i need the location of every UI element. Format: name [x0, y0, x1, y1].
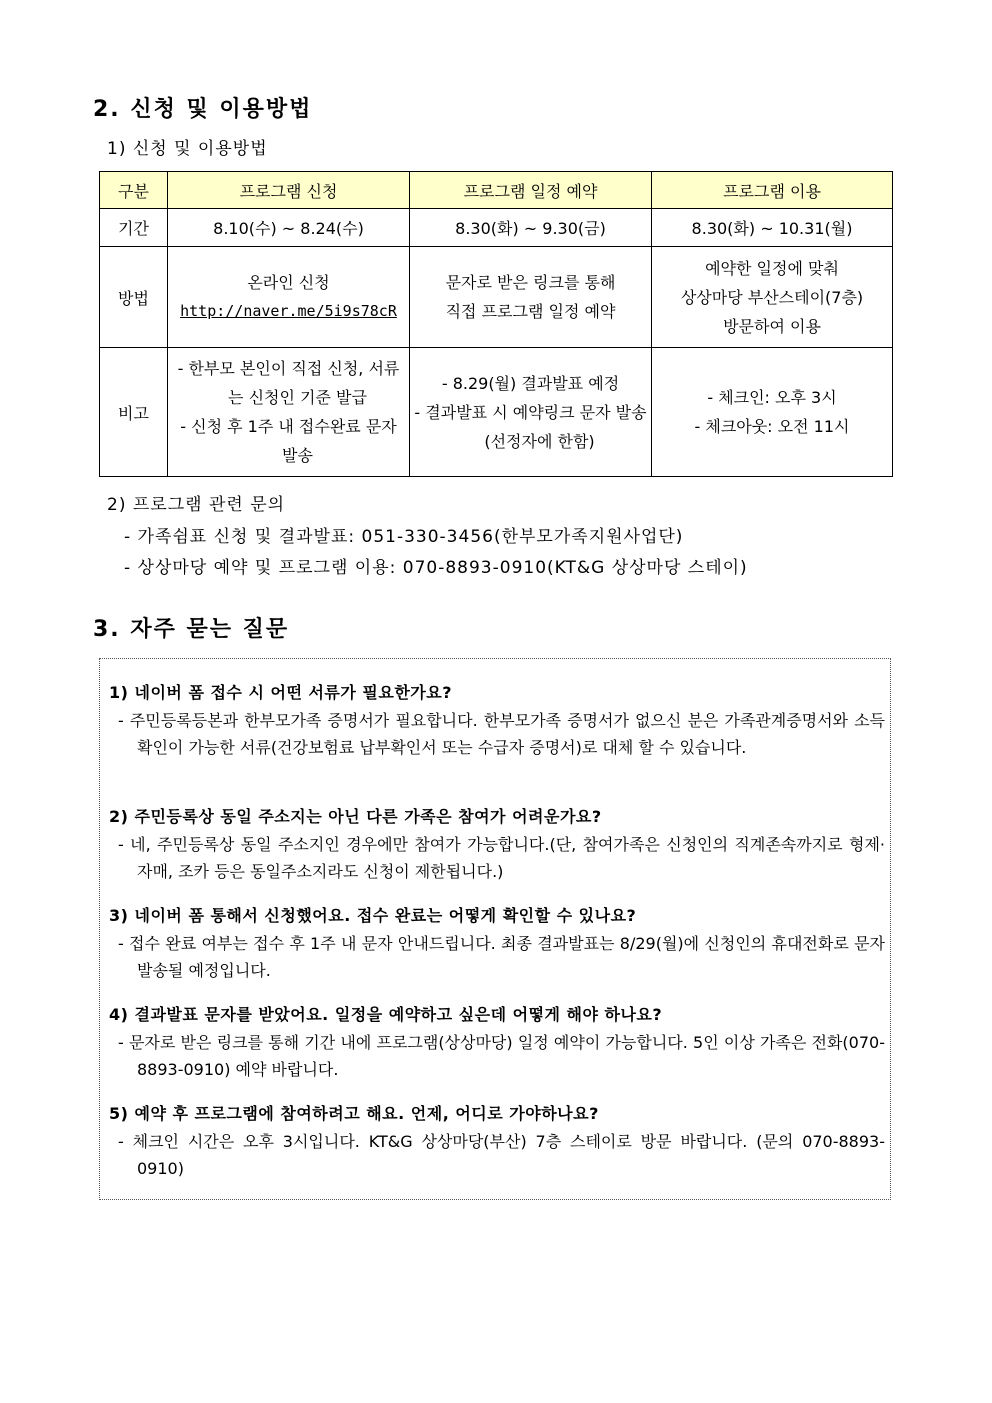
- note-reserve-item: - 8.29(월) 결과발표 예정: [441, 373, 620, 393]
- method-use-line: 상상마당 부산스테이(7층): [680, 287, 864, 307]
- period-label: 기간: [100, 209, 168, 247]
- schedule-table: [99, 171, 893, 477]
- header-reserve: 프로그램 일정 예약: [410, 172, 652, 209]
- faq-answer: - 접수 완료 여부는 접수 후 1주 내 문자 안내드립니다. 최종 결과발표는 8/29(월)에 신청인의 휴대전화로 문자 발송될 예정입니다.: [118, 934, 885, 980]
- faq-answer: - 네, 주민등록상 동일 주소지인 경우에만 참여가 가능합니다.(단, 참여가족은 신청인의 직계존속까지로 형제·자매, 조카 등은 동일주소지라도 신청이 제한됩니다.): [118, 835, 885, 881]
- note-apply: [168, 348, 410, 477]
- period-use: 8.30(화) ~ 10.31(월): [652, 209, 893, 247]
- note-apply-item: - 신청 후 1주 내 접수완료 문자 발송: [180, 417, 397, 465]
- faq-question: 3) 네이버 폼 통해서 신청했어요. 접수 완료는 어떻게 확인할 수 있나요?: [109, 906, 637, 925]
- method-reserve-line: 문자로 받은 링크를 통해: [445, 273, 616, 292]
- faq-box: [99, 658, 891, 1200]
- faq-item: [109, 803, 885, 885]
- method-label: 방법: [100, 247, 168, 348]
- period-reserve: 8.30(화) ~ 9.30(금): [410, 209, 652, 247]
- method-apply-text: 온라인 신청: [247, 273, 330, 292]
- subsection-2-title: 2) 프로그램 관련 문의: [107, 495, 286, 515]
- faq-question: 2) 주민등록상 동일 주소지는 아닌 다른 가족은 참여가 어려운가요?: [109, 807, 602, 826]
- method-use: [652, 247, 893, 348]
- note-use-item: - 체크인: 오후 3시: [707, 388, 837, 407]
- table-row-note: [100, 348, 893, 477]
- method-reserve: [410, 247, 652, 348]
- note-label: 비고: [100, 348, 168, 477]
- apply-url-link[interactable]: http://naver.me/5i9s78cR: [180, 302, 397, 320]
- section-2-title: 2. 신청 및 이용방법: [93, 97, 313, 122]
- header-category: 구분: [100, 172, 168, 209]
- note-reserve: [410, 348, 652, 477]
- method-use-line: 방문하여 이용: [723, 316, 821, 336]
- table-header-row: [100, 172, 893, 209]
- note-reserve-item: - 결과발표 시 예약링크 문자 발송(선정자에 한함): [414, 402, 647, 451]
- subsection-1-title: 1) 신청 및 이용방법: [107, 139, 268, 159]
- faq-question: 5) 예약 후 프로그램에 참여하려고 해요. 언제, 어디로 가야하나요?: [109, 1104, 599, 1123]
- contact-line: - 가족쉼표 신청 및 결과발표: 051-330-3456(한부모가족지원사업단): [124, 527, 684, 547]
- method-use-line: 예약한 일정에 맞춰: [705, 258, 839, 278]
- section-3-title: 3. 자주 묻는 질문: [93, 617, 290, 642]
- header-use: 프로그램 이용: [652, 172, 893, 209]
- contact-line: - 상상마당 예약 및 프로그램 이용: 070-8893-0910(KT&G 상상마당 스테이): [124, 558, 748, 578]
- table-row-method: [100, 247, 893, 348]
- faq-item: [109, 679, 885, 761]
- table-row-period: [100, 209, 893, 247]
- faq-item: [109, 1001, 885, 1083]
- method-apply: [168, 247, 410, 348]
- period-apply: 8.10(수) ~ 8.24(수): [168, 209, 410, 247]
- note-apply-item: - 한부모 본인이 직접 신청, 서류는 신청인 기준 발급: [177, 359, 400, 407]
- faq-item: [109, 1100, 885, 1182]
- note-use: [652, 348, 893, 477]
- faq-answer: - 문자로 받은 링크를 통해 기간 내에 프로그램(상상마당) 일정 예약이 가능합니다. 5인 이상 가족은 전화(070-8893-0910) 예약 바랍니다.: [118, 1033, 885, 1079]
- method-reserve-line: 직접 프로그램 일정 예약: [445, 302, 616, 321]
- faq-answer: - 주민등록등본과 한부모가족 증명서가 필요합니다. 한부모가족 증명서가 없으신 분은 가족관계증명서와 소득 확인이 가능한 서류(건강보험료 납부확인서 또는 수급자 증명서)로 대체 할 수 있습니다.: [118, 711, 885, 757]
- faq-answer: - 체크인 시간은 오후 3시입니다. KT&G 상상마당(부산) 7층 스테이로 방문 바랍니다. (문의 070-8893-0910): [118, 1132, 885, 1178]
- header-apply: 프로그램 신청: [168, 172, 410, 209]
- faq-question: 1) 네이버 폼 접수 시 어떤 서류가 필요한가요?: [109, 683, 452, 702]
- faq-question: 4) 결과발표 문자를 받았어요. 일정을 예약하고 싶은데 어떻게 해야 하나요?: [109, 1005, 663, 1024]
- faq-item: [109, 902, 885, 984]
- note-use-item: - 체크아웃: 오전 11시: [694, 417, 850, 436]
